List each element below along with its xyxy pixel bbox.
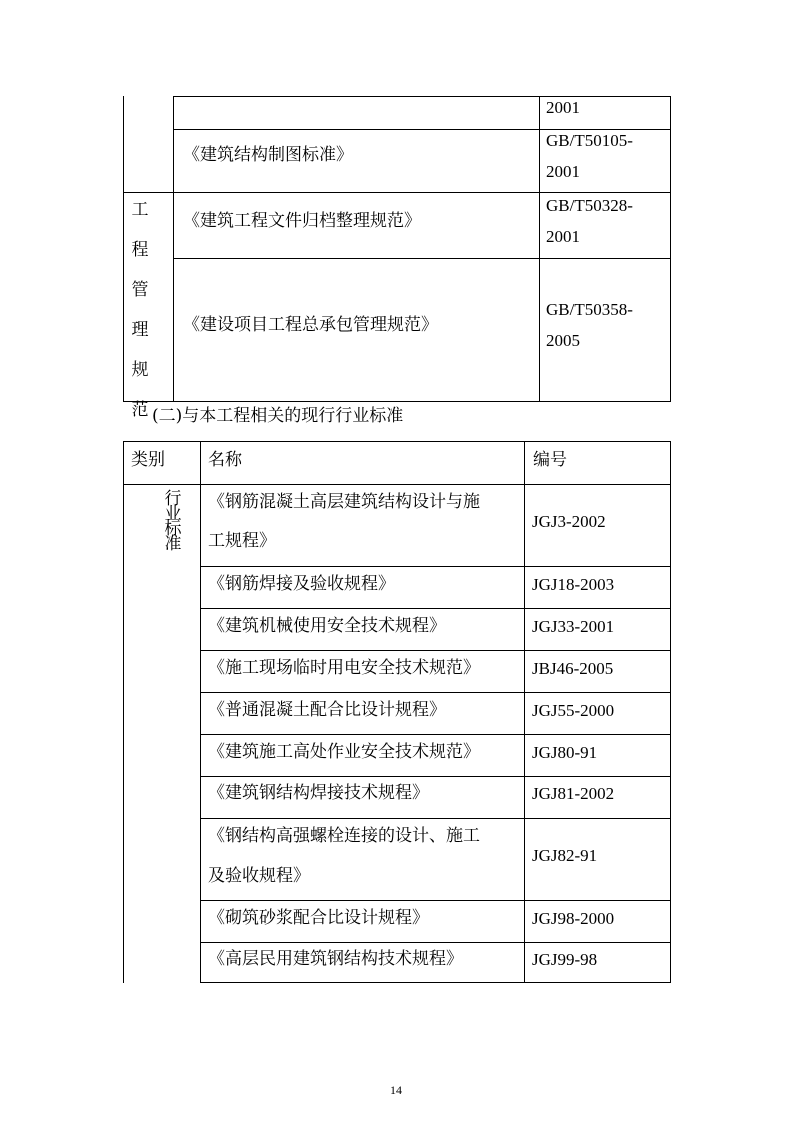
header-category: 类别 xyxy=(131,450,165,470)
table-rule xyxy=(200,650,671,651)
table-rule xyxy=(173,96,174,402)
standard-code: JGJ81-2002 xyxy=(532,784,615,803)
standard-name: 《钢筋焊接及验收规程》 xyxy=(208,574,395,594)
table-rule xyxy=(200,900,671,901)
standard-code: JGJ55-2000 xyxy=(532,701,615,720)
standard-name: 《钢筋混凝土高层建筑结构设计与施 xyxy=(208,492,480,512)
table-rule xyxy=(524,441,525,983)
standard-name: 及验收规程》 xyxy=(208,866,310,886)
standard-code: 2001 xyxy=(546,98,580,117)
standard-name: 《施工现场临时用电安全技术规范》 xyxy=(208,658,480,678)
table-rule xyxy=(200,441,201,983)
table-rule xyxy=(539,96,540,402)
standard-name: 《建筑机械使用安全技术规程》 xyxy=(208,616,446,636)
standard-name: 《砌筑砂浆配合比设计规程》 xyxy=(208,908,429,928)
table-rule xyxy=(200,734,671,735)
table-rule xyxy=(123,401,671,402)
standard-code: GB/T50328- xyxy=(546,196,633,215)
table-rule xyxy=(670,96,671,402)
standard-code: JGJ80-91 xyxy=(532,743,598,762)
table-rule xyxy=(200,692,671,693)
table-rule xyxy=(200,566,671,567)
standard-code: JGJ33-2001 xyxy=(532,617,615,636)
table-rule xyxy=(200,818,671,819)
standard-code: JGJ98-2000 xyxy=(532,909,615,928)
standard-name: 《建筑工程文件归档整理规范》 xyxy=(183,211,421,231)
table-rule xyxy=(173,129,671,130)
standard-code: 2001 xyxy=(546,162,580,181)
header-code: 编号 xyxy=(533,450,567,470)
standard-name: 《普通混凝土配合比设计规程》 xyxy=(208,700,446,720)
standard-code: 2001 xyxy=(546,227,580,246)
standard-code: GB/T50105- xyxy=(546,131,633,150)
standard-name: 《建筑施工高处作业安全技术规范》 xyxy=(208,742,480,762)
standard-name: 《建设项目工程总承包管理规范》 xyxy=(183,315,438,335)
standard-code: GB/T50358- xyxy=(546,300,633,319)
standard-code: JGJ18-2003 xyxy=(532,575,615,594)
table-rule xyxy=(173,258,671,259)
standard-name: 《钢结构高强螺栓连接的设计、施工 xyxy=(208,826,480,846)
standard-code: 2005 xyxy=(546,331,580,350)
standard-code: JGJ82-91 xyxy=(532,846,598,865)
table-rule xyxy=(123,192,671,193)
table-rule xyxy=(200,776,671,777)
table-rule xyxy=(200,608,671,609)
category-label: 行业标准 xyxy=(164,489,182,554)
section-heading: (二)与本工程相关的现行行业标准 xyxy=(152,406,404,426)
standard-name: 《高层民用建筑钢结构技术规程》 xyxy=(208,949,463,969)
standard-code: JGJ99-98 xyxy=(532,950,598,969)
standard-code: JBJ46-2005 xyxy=(532,659,614,678)
table-rule xyxy=(123,96,124,402)
table-rule xyxy=(173,96,671,97)
header-name: 名称 xyxy=(208,450,242,470)
page-number: 14 xyxy=(390,1083,402,1097)
table-rule xyxy=(200,982,671,983)
standard-name: 《建筑钢结构焊接技术规程》 xyxy=(208,783,429,803)
standard-name: 工规程》 xyxy=(208,531,276,551)
category-label: 工程管理规范 xyxy=(131,200,149,420)
table-rule xyxy=(123,484,671,485)
standard-name: 《建筑结构制图标准》 xyxy=(183,145,353,165)
table-rule xyxy=(670,441,671,983)
standard-code: JGJ3-2002 xyxy=(532,512,606,531)
table-rule xyxy=(200,942,671,943)
table-rule xyxy=(123,441,124,983)
table-rule xyxy=(123,441,671,442)
